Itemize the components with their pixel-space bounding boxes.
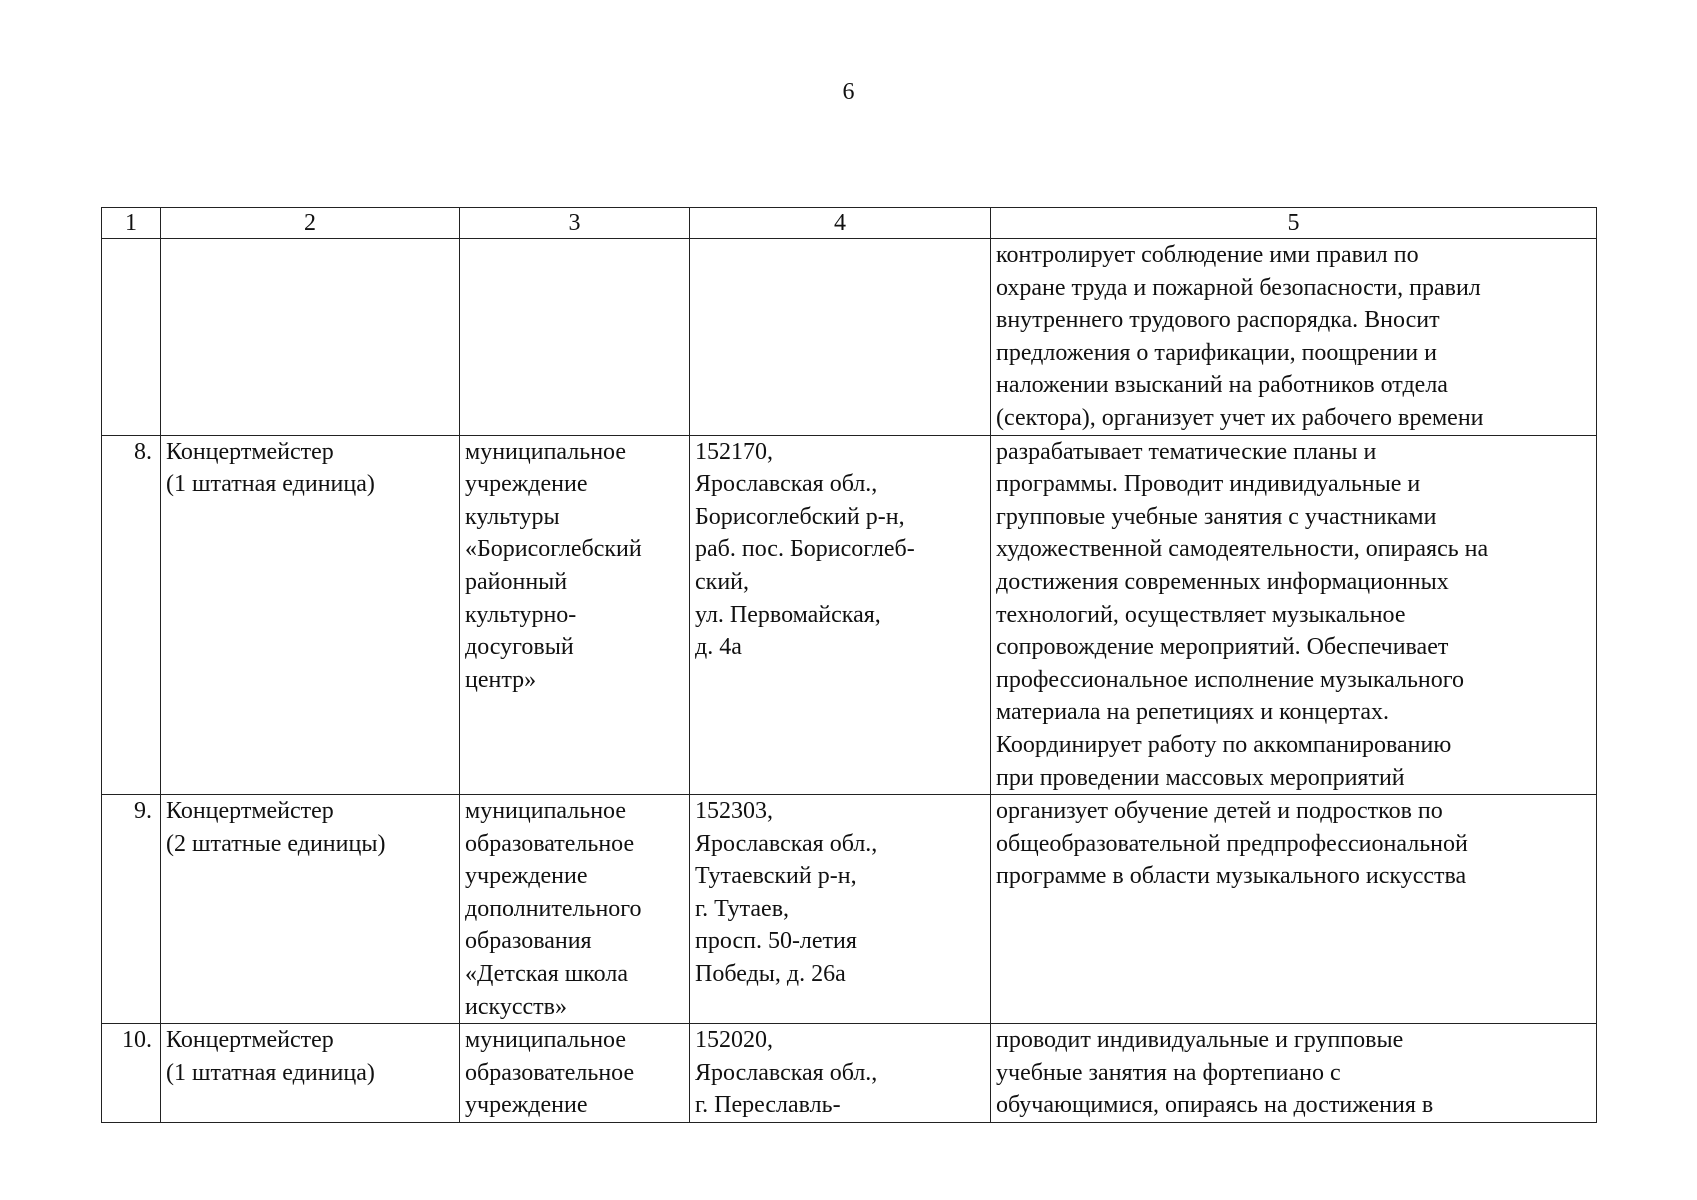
header-cell-1: 1 — [102, 208, 161, 239]
text-line: групповые учебные занятия с участниками — [996, 503, 1437, 530]
text-line: учреждение — [465, 1092, 588, 1119]
header-cell-2: 2 — [161, 208, 460, 239]
text-line: 152303, — [695, 798, 773, 825]
text-line: программе в области музыкального искусства — [996, 863, 1467, 890]
text-line: обучающимися, опираясь на достижения в — [996, 1092, 1434, 1119]
position-cell — [161, 435, 460, 795]
table-row — [102, 435, 1597, 795]
text-line: образования — [465, 928, 592, 955]
institution-cell — [460, 1024, 690, 1123]
text-line: общеобразовательной предпрофессиональной — [996, 830, 1468, 857]
table-row — [102, 1024, 1597, 1123]
text-line: (2 штатные единицы) — [166, 830, 386, 857]
header-cell-4: 4 — [690, 208, 991, 239]
text-line: г. Тутаев, — [695, 895, 790, 922]
position-cell — [161, 1024, 460, 1123]
text-line: досуговый — [465, 634, 574, 661]
text-line: Концертмейстер — [166, 798, 334, 825]
text-line: художественной самодеятельности, опираясь на — [996, 536, 1489, 563]
text-line: достижения современных информационных — [996, 568, 1449, 595]
text-line: Победы, д. 26а — [695, 961, 846, 988]
position-cell — [161, 795, 460, 1024]
address-cell — [690, 435, 991, 795]
text-line: Ярославская обл., — [695, 830, 878, 857]
text-line: организует обучение детей и подростков по — [996, 798, 1443, 825]
text-line: контролирует соблюдение ими правил по — [996, 242, 1419, 268]
text-line: ский, — [695, 568, 749, 595]
table-row — [102, 239, 1597, 436]
duties-cell — [991, 239, 1597, 436]
text-line: муниципальное — [465, 438, 626, 465]
text-line: учебные занятия на фортепиано с — [996, 1059, 1341, 1086]
duties-cell — [991, 435, 1597, 795]
row-number-cell: 8. — [102, 435, 161, 795]
text-line: культурно- — [465, 601, 577, 628]
text-line: Тутаевский р-н, — [695, 863, 857, 890]
text-line: районный — [465, 568, 568, 595]
page-number: 6 — [842, 79, 855, 105]
text-line: 152170, — [695, 438, 773, 465]
text-line: технологий, осуществляет музыкальное — [996, 601, 1406, 628]
text-line: Ярославская обл., — [695, 471, 878, 498]
text-line: материала на репетициях и концертах. — [996, 699, 1389, 726]
text-line: 152020, — [695, 1027, 773, 1054]
address-cell — [690, 1024, 991, 1123]
text-line: образовательное — [465, 830, 635, 857]
text-line: проводит индивидуальные и групповые — [996, 1027, 1404, 1054]
text-line: муниципальное — [465, 798, 626, 825]
text-line: (1 штатная единица) — [166, 1059, 375, 1086]
text-line: внутреннего трудового распорядка. Вносит — [996, 307, 1440, 334]
row-number-cell — [102, 239, 161, 436]
header-cell-3: 3 — [460, 208, 690, 239]
text-line: учреждение — [465, 471, 588, 498]
text-line: муниципальное — [465, 1027, 626, 1054]
text-line: Координирует работу по аккомпанированию — [996, 731, 1452, 758]
text-line: «Детская школа — [465, 961, 628, 988]
row-number-cell: 10. — [102, 1024, 161, 1123]
text-line: программы. Проводит индивидуальные и — [996, 471, 1421, 498]
text-line: раб. пос. Борисоглеб- — [695, 536, 915, 563]
row-number-cell: 9. — [102, 795, 161, 1024]
text-line: образовательное — [465, 1059, 635, 1086]
text-line: культуры — [465, 503, 560, 530]
address-cell — [690, 239, 991, 436]
positions-table — [101, 207, 1597, 1123]
institution-cell — [460, 795, 690, 1024]
text-line: дополнительного — [465, 895, 642, 922]
address-cell — [690, 795, 991, 1024]
text-line: «Борисоглебский — [465, 536, 642, 563]
text-line: д. 4а — [695, 634, 742, 661]
text-line: (сектора), организует учет их рабочего времени — [996, 404, 1484, 431]
text-line: Ярославская обл., — [695, 1059, 878, 1086]
table-row — [102, 795, 1597, 1024]
text-line: ул. Первомайская, — [695, 601, 881, 628]
text-line: искусств» — [465, 993, 567, 1020]
text-line: Борисоглебский р-н, — [695, 503, 905, 530]
institution-cell — [460, 435, 690, 795]
text-line: охране труда и пожарной безопасности, правил — [996, 274, 1481, 301]
text-line: Концертмейстер — [166, 438, 334, 465]
text-line: просп. 50-летия — [695, 928, 857, 955]
position-cell — [161, 239, 460, 436]
duties-cell — [991, 1024, 1597, 1123]
text-line: предложения о тарификации, поощрении и — [996, 339, 1437, 366]
duties-cell — [991, 795, 1597, 1024]
text-line: наложении взысканий на работников отдела — [996, 372, 1448, 399]
table-body — [102, 239, 1597, 1123]
text-line: профессиональное исполнение музыкального — [996, 666, 1465, 693]
text-line: сопровождение мероприятий. Обеспечивает — [996, 634, 1449, 661]
table-header-row — [102, 208, 1597, 239]
text-line: учреждение — [465, 863, 588, 890]
text-line: центр» — [465, 666, 537, 693]
text-line: (1 штатная единица) — [166, 471, 375, 498]
text-line: разрабатывает тематические планы и — [996, 438, 1377, 465]
text-line: при проведении массовых мероприятий — [996, 764, 1405, 791]
header-cell-5: 5 — [991, 208, 1597, 239]
institution-cell — [460, 239, 690, 436]
text-line: Концертмейстер — [166, 1027, 334, 1054]
text-line: г. Переславль- — [695, 1092, 841, 1119]
